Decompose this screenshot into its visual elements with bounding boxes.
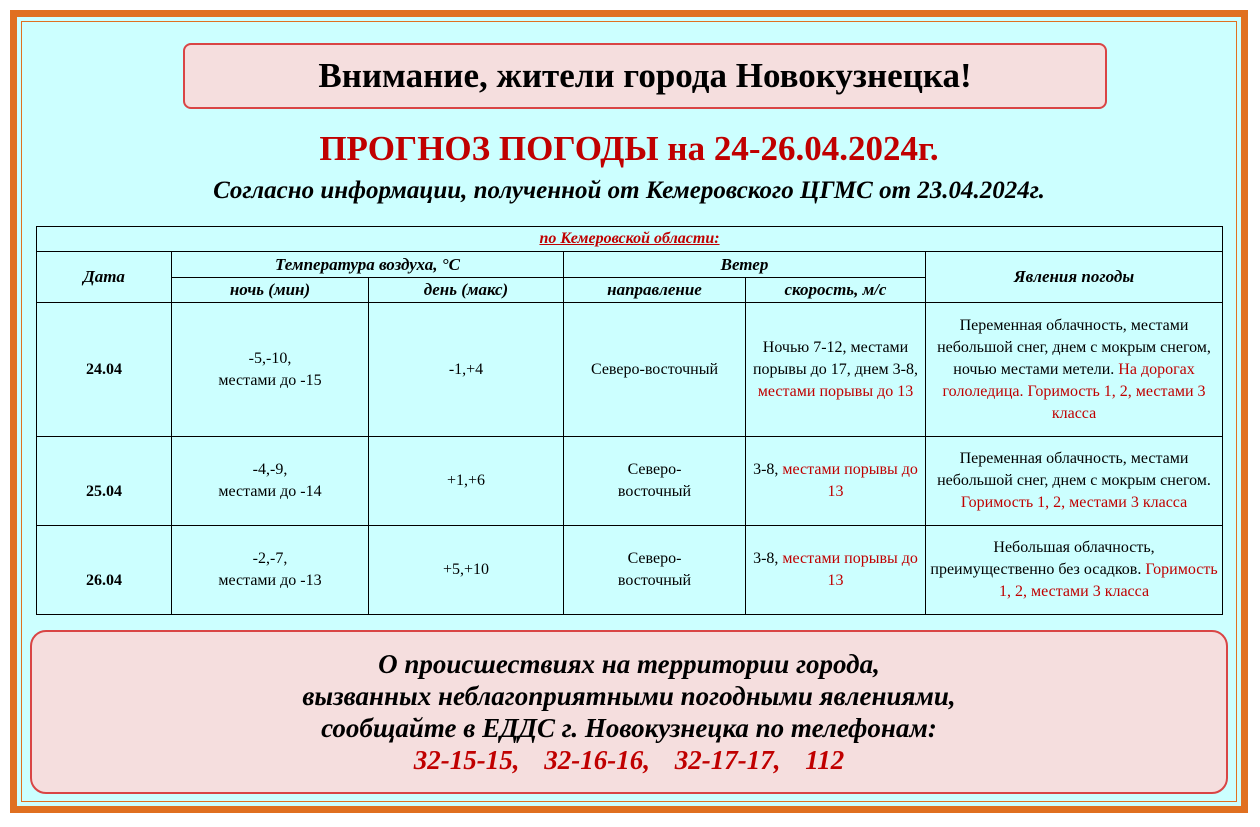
notice-line-1: О происшествиях на территории города, [378,649,880,679]
row-day: +5,+10 [369,526,564,615]
forecast-source: Согласно информации, полученной от Кемеровского ЦГМС от 23.04.2024г. [213,177,1045,204]
row-speed [746,303,926,437]
header-speed: скорость, м/с [746,278,926,303]
row-night [172,437,369,526]
header-phenomena: Явления погоды [926,252,1223,303]
phone-number[interactable]: 32-15-15, [413,745,520,775]
row-speed [746,437,926,526]
row-direction [564,437,746,526]
speed-gusts: местами порывы до 13 [757,382,914,400]
night-local: местами до -14 [218,483,322,500]
header-direction: направление [564,278,746,303]
emergency-notice [30,630,1228,794]
notice-line-2: вызванных неблагоприятными погодными явлениями, [302,681,956,711]
notice-line-3: сообщайте в ЕДДС г. Новокузнецка по телефонам: [321,713,937,743]
row-day: +1,+6 [369,437,564,526]
banner-text: Внимание, жители города Новокузнецка! [318,56,972,95]
phenomena-warning: На дорогах гололедица. Горимость 1, 2, местами 3 класса [942,360,1206,422]
direction-part2: восточный [617,483,692,500]
row-date: 24.04 [37,303,172,437]
attention-banner [183,43,1107,109]
row-phenomena [926,303,1223,437]
night-values: -5,-10, [248,349,292,367]
direction-part2: восточный [617,572,692,589]
row-day: -1,+4 [369,303,564,437]
phone-number[interactable]: 112 [805,745,845,775]
header-temperature: Температура воздуха, °С [172,252,564,278]
speed-text: 3-8, [753,550,779,567]
direction-part1: Северо-восточный [590,360,719,378]
phenomena-text: Небольшая облачность, преимущественно без осадков. [930,539,1155,578]
table-row [37,437,1223,526]
speed-gusts: местами порывы до 13 [782,461,918,500]
header-wind: Ветер [564,252,926,278]
header-day: день (макс) [369,278,564,303]
speed-gusts: местами порывы до 13 [782,550,918,589]
direction-part1: Северо- [627,550,682,567]
phenomena-text: Переменная облачность, местами небольшой снег, днем с мокрым снегом. [937,450,1211,489]
row-night [172,526,369,615]
phone-numbers [32,744,1226,776]
forecast-title: ПРОГНОЗ ПОГОДЫ на 24-26.04.2024г. [319,129,939,168]
speed-text: Ночью 7-12, местами порывы до 17, днем 3-8, [752,338,918,378]
row-phenomena [926,437,1223,526]
row-direction [564,526,746,615]
night-local: местами до -15 [218,371,322,389]
header-date: Дата [37,252,172,303]
night-values: -4,-9, [252,461,288,478]
night-local: местами до -13 [218,572,322,589]
row-night [172,303,369,437]
region-header [37,227,1223,252]
table-row [37,303,1223,437]
forecast-table [36,226,1223,615]
phenomena-text: Переменная облачность, местами небольшой снег, днем с мокрым снегом, ночью местами метели. [937,316,1211,378]
phenomena-warning: Горимость 1, 2, местами 3 класса [960,494,1188,511]
page-frame [10,10,1248,813]
table-row [37,526,1223,615]
row-speed [746,526,926,615]
header-night: ночь (мин) [172,278,369,303]
speed-text: 3-8, [753,461,779,478]
row-date: 26.04 [37,526,172,615]
phone-number[interactable]: 32-17-17, [674,745,781,775]
row-date: 25.04 [37,437,172,526]
night-values: -2,-7, [252,550,288,567]
region-label: по Кемеровской области: [539,230,720,247]
phone-number[interactable]: 32-16-16, [544,745,650,775]
direction-part1: Северо- [627,461,682,478]
row-direction [564,303,746,437]
row-phenomena [926,526,1223,615]
phenomena-warning: Горимость 1, 2, местами 3 класса [998,561,1218,600]
